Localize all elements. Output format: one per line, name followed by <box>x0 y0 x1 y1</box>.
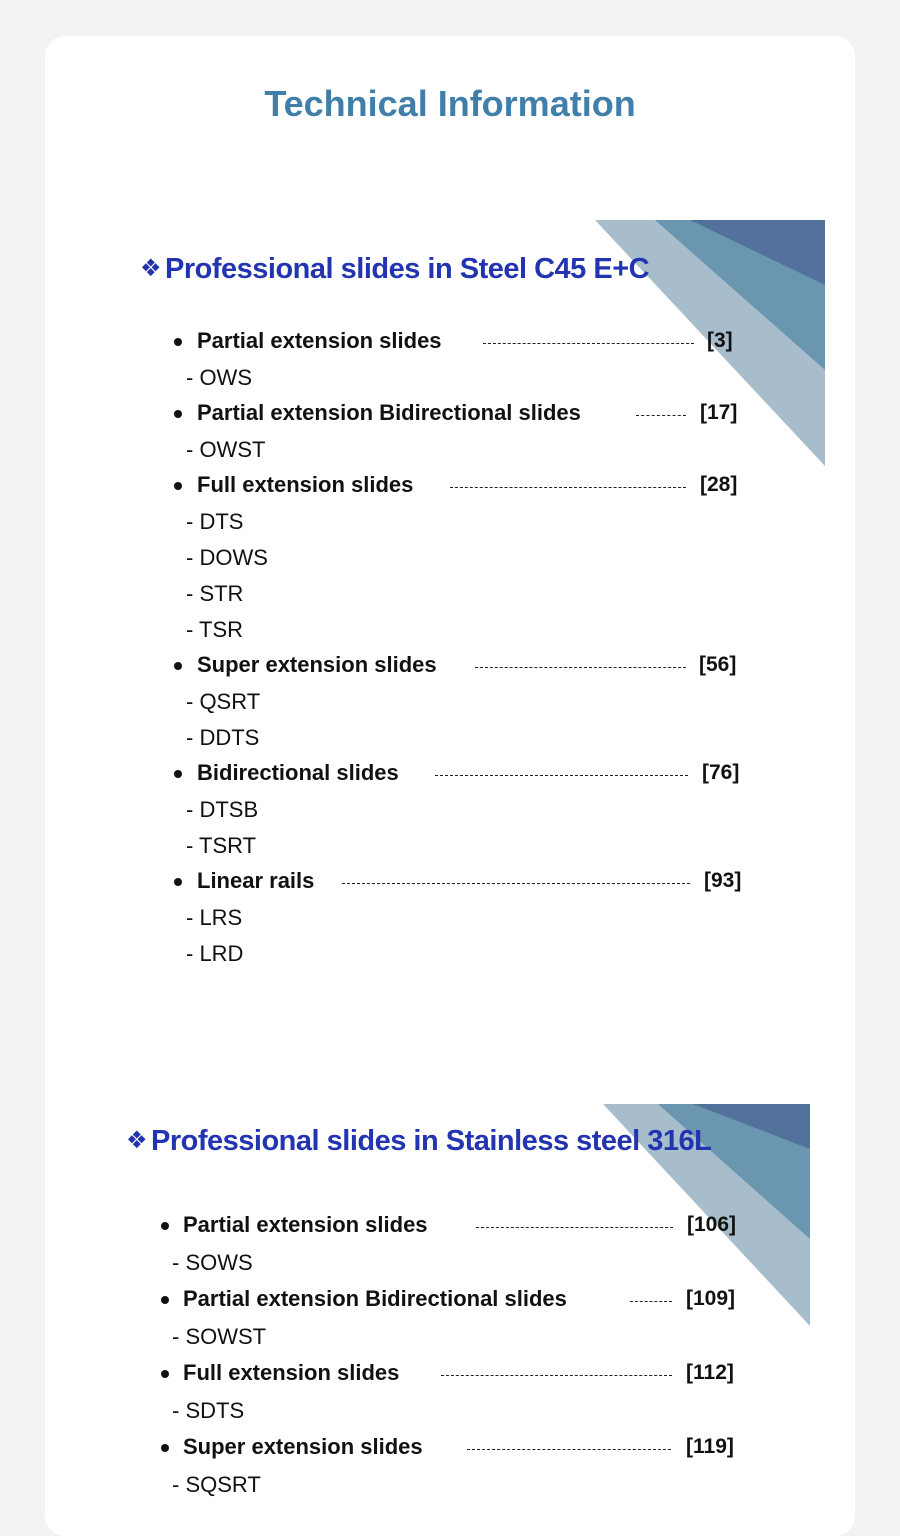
leader-dashes <box>483 343 694 344</box>
bullet-icon <box>161 1222 169 1230</box>
model-code: - OWS <box>186 365 252 390</box>
page-reference: [3] <box>707 329 733 352</box>
page-reference: [109] <box>686 1287 736 1310</box>
bullet-icon <box>161 1444 169 1452</box>
bullet-icon <box>161 1370 169 1378</box>
bullet-icon <box>174 338 182 346</box>
page-reference: [56] <box>699 653 737 676</box>
model-code: - TSRT <box>186 833 257 858</box>
bullet-icon <box>161 1296 169 1304</box>
model-code: - LRD <box>186 941 244 966</box>
leader-dashes <box>475 667 686 668</box>
model-code: - DTS <box>186 509 244 534</box>
leader-dashes <box>476 1227 673 1228</box>
page-reference: [106] <box>687 1213 737 1236</box>
section-heading: ❖ Professional slides in Stainless steel 316L <box>126 1125 712 1157</box>
toc-entry-label: Linear rails <box>197 868 315 893</box>
bullet-icon <box>174 482 182 490</box>
model-code: - SDTS <box>172 1398 245 1423</box>
model-code: - QSRT <box>186 689 261 714</box>
leader-dashes <box>435 775 688 776</box>
leader-dashes <box>342 883 690 884</box>
section-heading: ❖ Professional slides in Steel C45 E+C <box>140 253 650 285</box>
model-code: - STR <box>186 581 244 606</box>
model-code: - DTSB <box>186 797 259 822</box>
model-code: - DOWS <box>186 545 268 570</box>
model-code: - LRS <box>186 905 243 930</box>
toc-entry-label: Partial extension slides <box>197 328 442 353</box>
model-code: - OWST <box>186 437 266 462</box>
page-reference: [28] <box>700 473 738 496</box>
page-reference: [17] <box>700 401 738 424</box>
page-reference: [112] <box>686 1361 734 1384</box>
toc-entry-label: Partial extension slides <box>183 1212 428 1237</box>
model-code: - DDTS <box>186 725 260 750</box>
page-reference: [119] <box>686 1435 734 1458</box>
bullet-icon <box>174 662 182 670</box>
diamond-cluster-icon: ❖ <box>140 255 162 282</box>
model-code: - SOWST <box>172 1324 267 1349</box>
toc-entry-label: Full extension slides <box>183 1360 400 1385</box>
leader-dashes <box>450 487 686 488</box>
toc-entry-label: Super extension slides <box>183 1434 423 1459</box>
toc-entry-label: Full extension slides <box>197 472 414 497</box>
toc-entry-label: Super extension slides <box>197 652 437 677</box>
model-code: - SQSRT <box>172 1472 261 1497</box>
leader-dashes <box>630 1301 672 1302</box>
leader-dashes <box>467 1449 671 1450</box>
diamond-cluster-icon: ❖ <box>126 1127 148 1154</box>
page-reference: [93] <box>704 869 742 892</box>
bullet-icon <box>174 878 182 886</box>
toc-entry-label: Partial extension Bidirectional slides <box>183 1286 567 1311</box>
leader-dashes <box>441 1375 672 1376</box>
model-code: - SOWS <box>172 1250 253 1275</box>
toc-entry-label: Partial extension Bidirectional slides <box>197 400 581 425</box>
bullet-icon <box>174 410 182 418</box>
page-reference: [76] <box>702 761 740 784</box>
toc-entry-label: Bidirectional slides <box>197 760 399 785</box>
model-code: - TSR <box>186 617 244 642</box>
leader-dashes <box>636 415 686 416</box>
bullet-icon <box>174 770 182 778</box>
page-title: Technical Information <box>264 83 636 124</box>
